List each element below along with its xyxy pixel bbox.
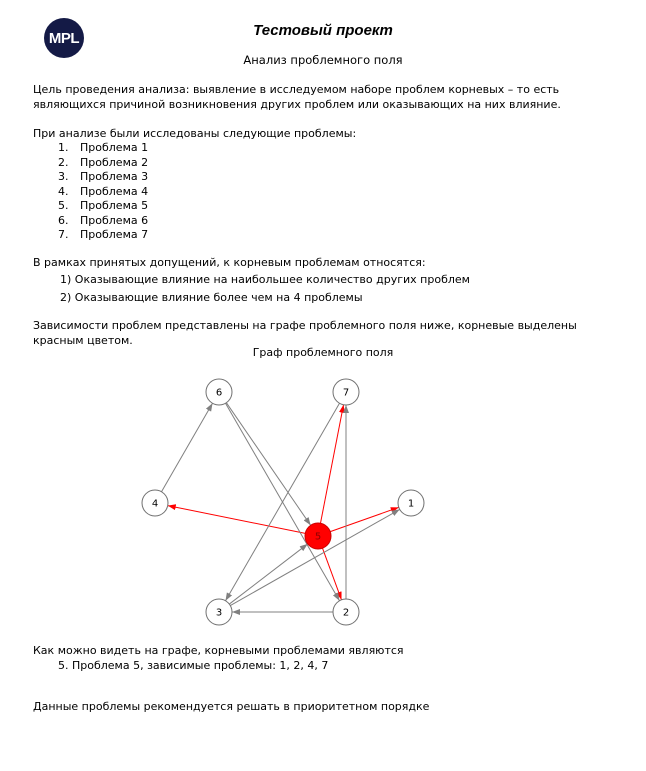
list-item: 2. Проблема 2 (58, 155, 149, 169)
edge-5-7 (320, 405, 343, 523)
conclusion-intro: Как можно видеть на графе, корневыми проблемами являются (33, 644, 404, 657)
graph-intro: Зависимости проблем представлены на графе проблемного поля ниже, корневые выделены красным цветом. (33, 319, 577, 347)
node-label-7: 7 (342, 387, 350, 399)
document-title: Тестовый проект (253, 22, 393, 39)
graph-title: Граф проблемного поля (252, 346, 394, 359)
logo-text: MPL (48, 29, 80, 47)
node-label-5: 5 (314, 531, 322, 543)
list-item: 1. Проблема 1 (58, 141, 149, 154)
recommendation-text: Данные проблемы рекомендуется решать в приоритетном порядке (33, 700, 430, 713)
document-subtitle: Анализ проблемного поля (243, 53, 403, 67)
list-item: 6. Проблема 6 (58, 213, 149, 227)
node-label-1: 1 (407, 498, 415, 510)
node-label-3: 3 (215, 607, 223, 619)
list-item: 3. Проблема 3 (58, 170, 149, 183)
assumption-item: 1) Оказывающие влияние на наибольшее количество других проблем (60, 273, 470, 286)
node-label-6: 6 (215, 387, 223, 399)
edge-4-6 (161, 403, 212, 491)
intro-paragraph: Цель проведения анализа: выявление в исследуемом наборе проблем корневых – то есть являющихся причиной возникновения других проблем или оказывающих на них влияние. (33, 83, 561, 111)
edge-5-1 (330, 507, 398, 531)
node-label-2: 2 (342, 607, 350, 619)
list-item: 5. Проблема 5 (58, 199, 149, 212)
node-label-4: 4 (151, 498, 159, 510)
edge-6-5 (226, 403, 310, 526)
edge-5-2 (322, 548, 341, 600)
list-item: 7. Проблема 7 (58, 228, 149, 241)
assumptions-intro: В рамках принятых допущений, к корневым проблемам относятся: (33, 256, 426, 269)
list-item: 4. Проблема 4 (58, 184, 149, 198)
problems-intro: При анализе были исследованы следующие проблемы: (33, 127, 357, 140)
conclusion-item: 5. Проблема 5, зависимые проблемы: 1, 2, 4, 7 (58, 659, 329, 672)
assumption-item: 2) Оказывающие влияние более чем на 4 проблемы (60, 291, 363, 304)
edge-5-4 (168, 506, 306, 534)
